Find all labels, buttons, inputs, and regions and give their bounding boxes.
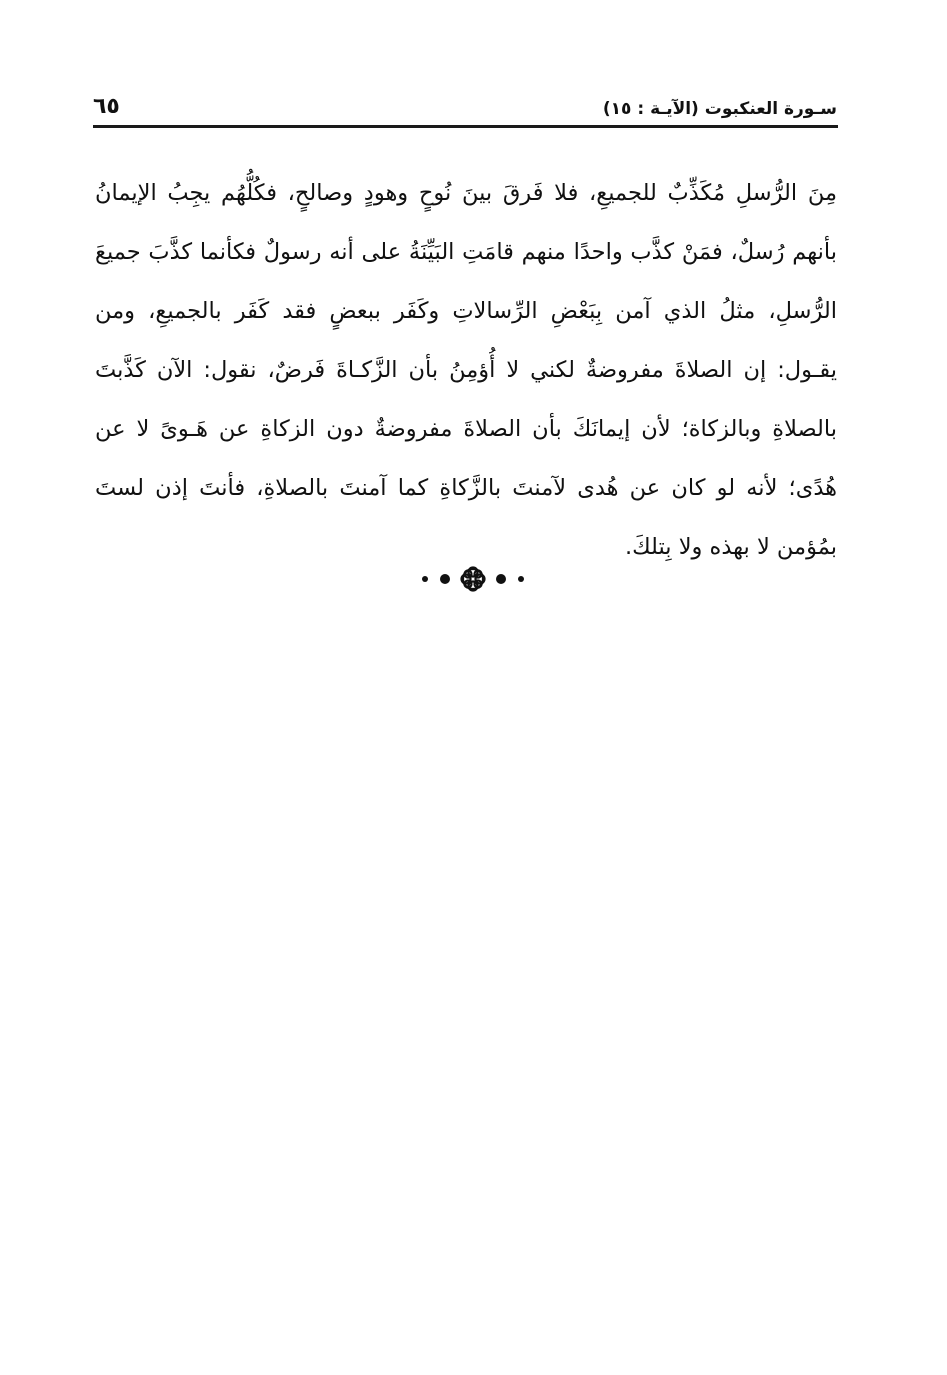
text-line-7: بمُؤمن لا بهذه ولا بِتلكَ. — [624, 534, 837, 560]
text-line-1: مِنَ الرُّسلِ مُكَذِّبٌ للجميعِ، فلا فَرقَ بينَ نُوحٍ وهودٍ وصالحٍ، فكُلُّهُم يجِبُ الإيمانُ — [95, 180, 837, 206]
body-paragraph — [95, 164, 837, 577]
text-line-3: الرُّسلِ، مثلُ الذي آمن بِبَعْضِ الرِّسالاتِ وكَفَر ببعضٍ فقد كَفَر بالجميعِ، ومن — [95, 298, 837, 324]
text-line-5: بالصلاةِ وبالزكاة؛ لأن إيمانَكَ بأن الصلاةَ مفروضةٌ دون الزكاةِ عن هَـوىً لا عن — [95, 416, 837, 442]
section-end-ornament — [421, 566, 533, 592]
running-title: سـورة العنكبوت (الآيـة : ١٥) — [602, 99, 837, 119]
header-divider — [93, 125, 838, 128]
knot-ornament-icon — [421, 566, 533, 592]
page-number: ٦٥ — [93, 94, 120, 119]
text-line-4: يقـول: إن الصلاةَ مفروضةٌ لكني لا أُؤمِنُ بأن الزَّكـاةَ فَرضٌ، نقول: الآن كَذَّبتَ — [95, 357, 837, 383]
text-line-6: هُدًى؛ لأنه لو كان عن هُدى لآمنتَ بالزَّكاةِ كما آمنتَ بالصلاةِ، فأنتَ إذن لستَ — [95, 475, 837, 501]
page-header — [93, 92, 837, 128]
text-line-2: بأنهم رُسلٌ، فمَنْ كذَّب واحدًا منهم قامَتِ البَيِّنَةُ على أنه رسولٌ فكأنما كذَّبَ جميعَ — [95, 239, 837, 265]
